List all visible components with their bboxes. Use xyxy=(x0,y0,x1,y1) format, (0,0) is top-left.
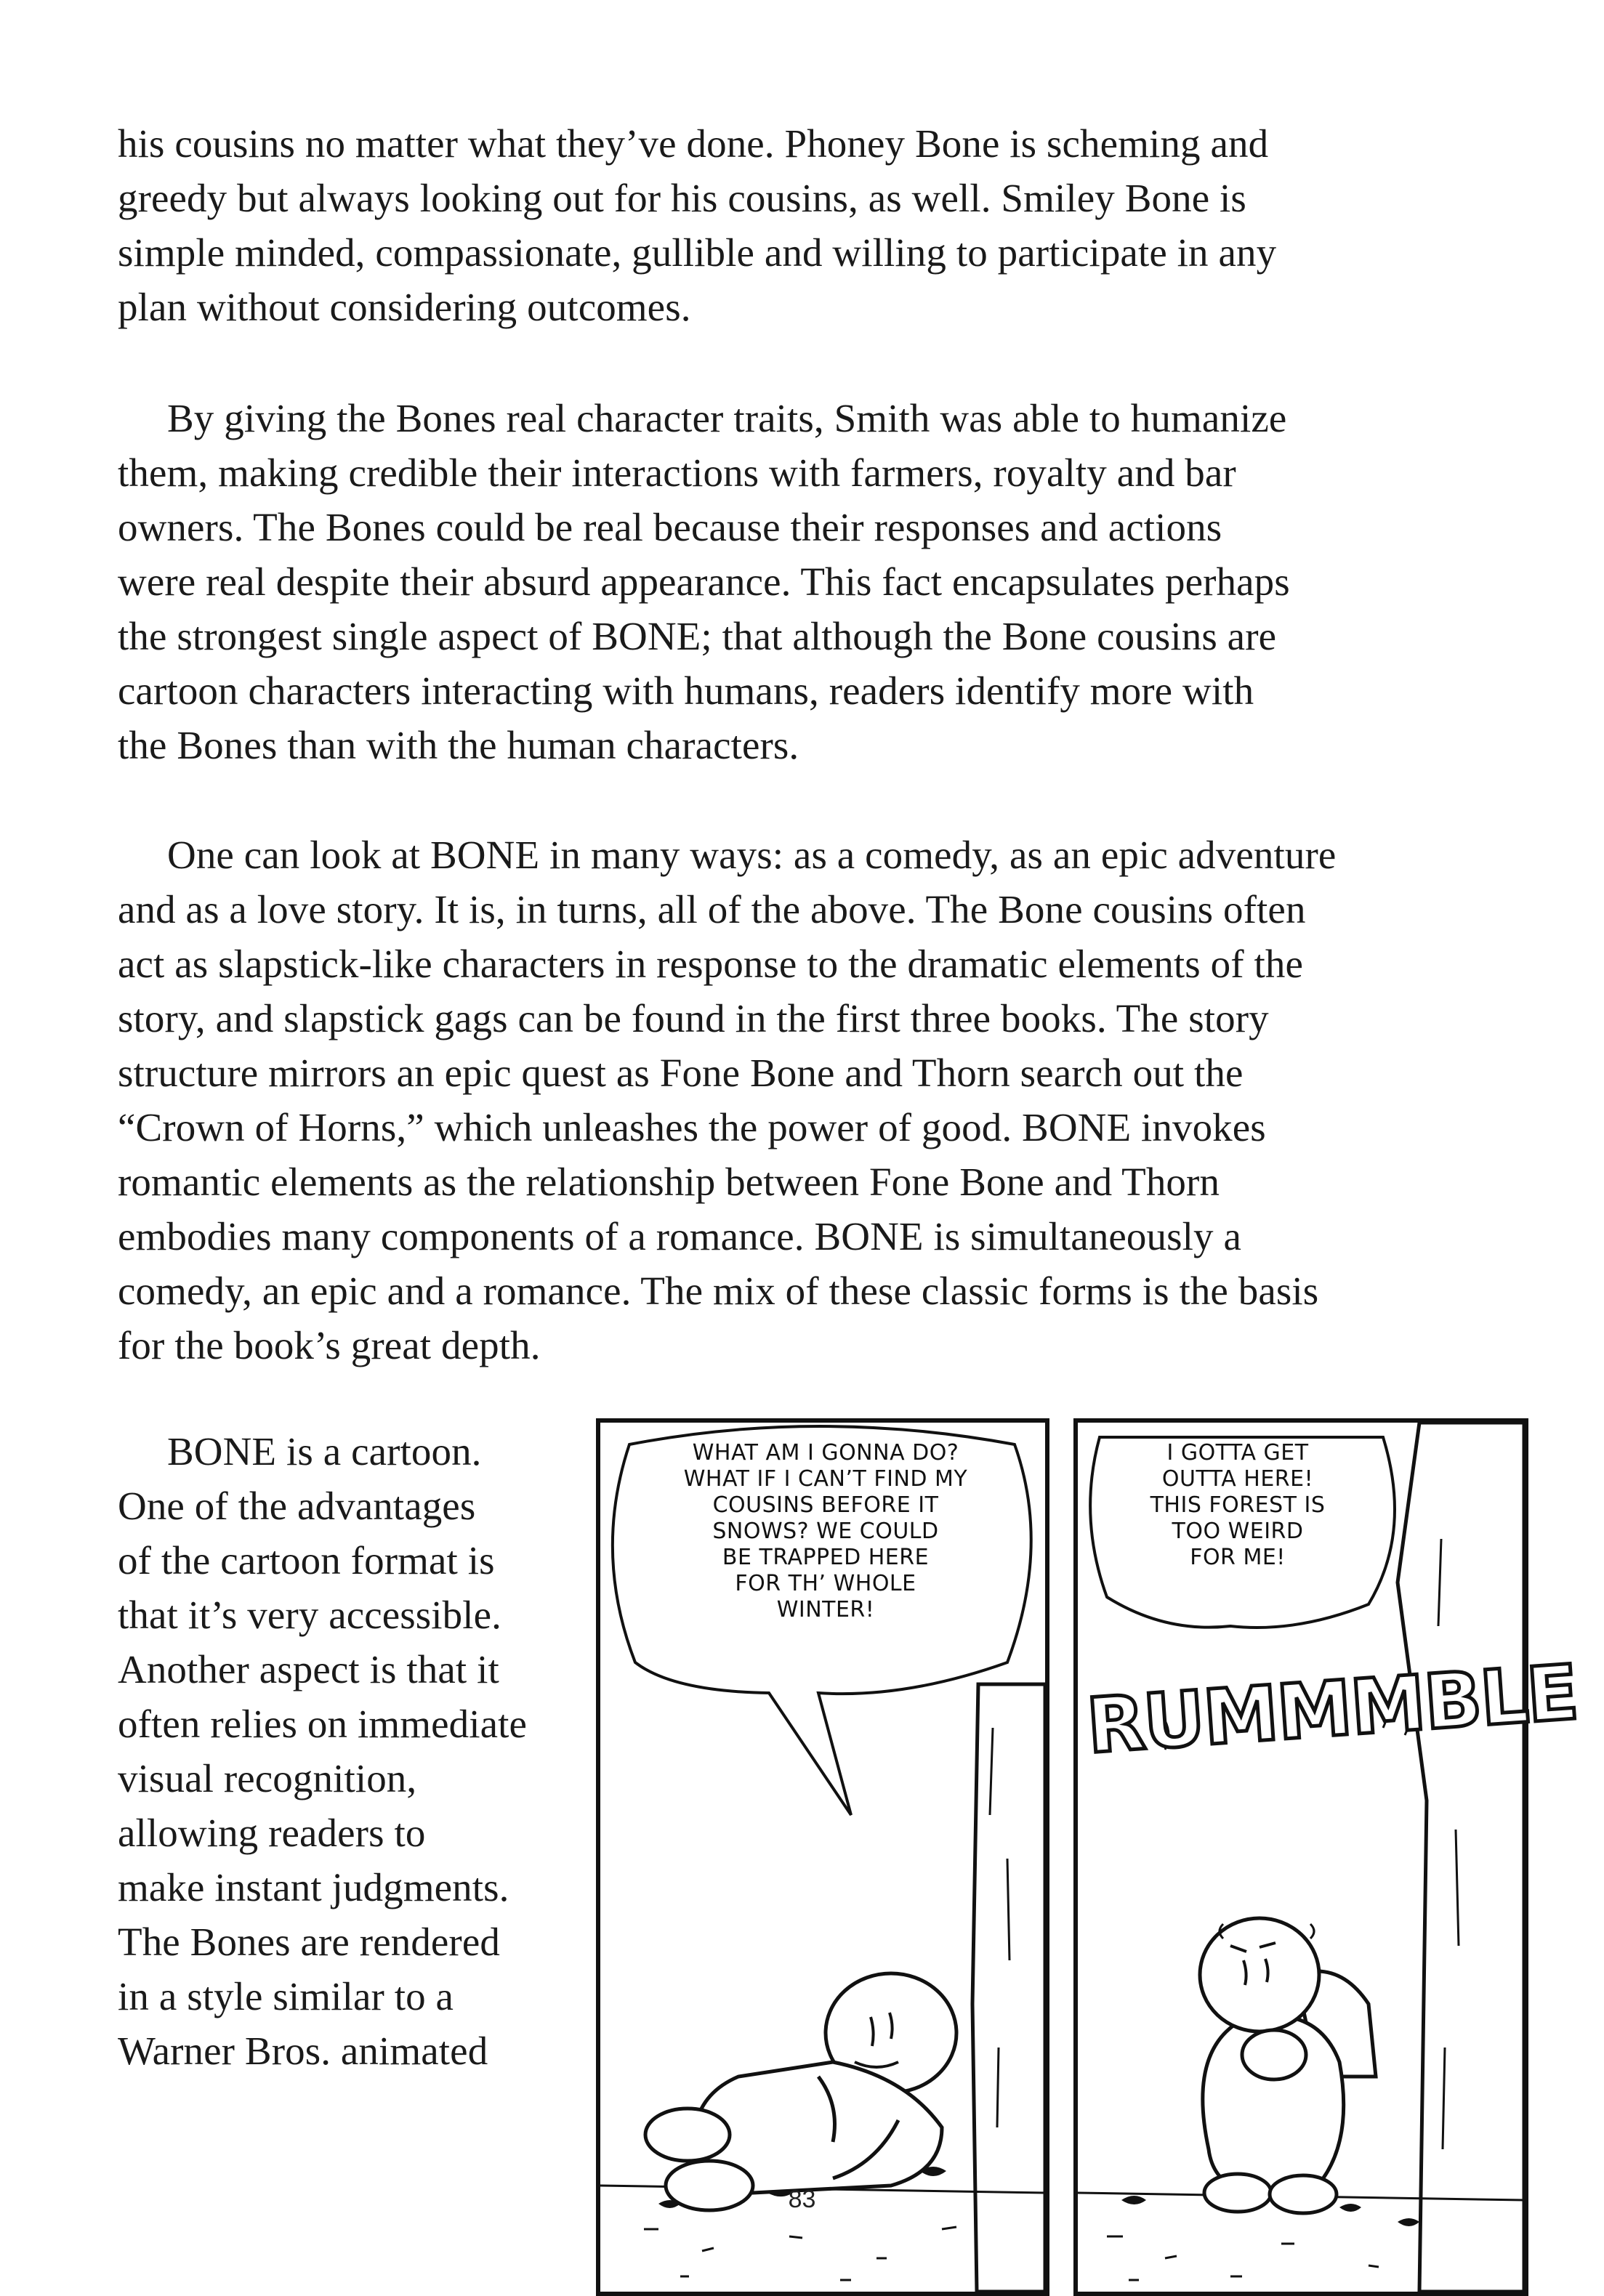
text-line: romantic elements as the relationship between Fone Bone and Thorn xyxy=(118,1160,1220,1204)
balloon-line: SNOWS? WE COULD xyxy=(712,1519,939,1544)
balloon-line: I GOTTA GET xyxy=(1166,1440,1309,1466)
paragraph-4 xyxy=(118,1424,597,2078)
text-line: act as slapstick-like characters in response to the dramatic elements of the xyxy=(118,942,1303,986)
text-line: and as a love story. It is, in turns, all of the above. The Bone cousins often xyxy=(118,887,1306,931)
text-line: for the book’s great depth. xyxy=(118,1323,541,1367)
fone-bone-figure xyxy=(645,1973,956,2210)
text-line: of the cartoon format is xyxy=(118,1538,495,1582)
text-line: were real despite their absurd appearance. This fact encapsulates perhaps xyxy=(118,559,1290,604)
balloon-line: COUSINS BEFORE IT xyxy=(712,1492,939,1518)
text-line: Warner Bros. animated xyxy=(118,2029,488,2073)
sound-effect: RUMMMBLE xyxy=(1084,1647,1580,1771)
fone-bone-figure xyxy=(1200,1918,1376,2213)
text-line: cartoon characters interacting with humans, readers identify more with xyxy=(118,668,1254,713)
balloon-line: WHAT AM I GONNA DO? xyxy=(692,1440,959,1466)
text-line: his cousins no matter what they’ve done. Phoney Bone is scheming and xyxy=(118,121,1269,166)
speech-balloon-text-right xyxy=(1107,1440,1369,1571)
text-line: By giving the Bones real character traits, Smith was able to humanize xyxy=(167,396,1287,440)
text-line: plan without considering outcomes. xyxy=(118,285,691,329)
balloon-line: WINTER! xyxy=(776,1597,875,1622)
balloon-line: OUTTA HERE! xyxy=(1161,1466,1314,1492)
text-line: visual recognition, xyxy=(118,1756,417,1800)
text-line: make instant judgments. xyxy=(118,1865,509,1909)
text-line: the Bones than with the human characters. xyxy=(118,723,799,767)
speech-balloon-text-left xyxy=(608,1440,1044,1623)
paragraph-3 xyxy=(118,828,1484,1373)
balloon-line: WHAT IF I CAN’T FIND MY xyxy=(683,1466,968,1492)
paragraph-1 xyxy=(118,116,1484,334)
text-line: greedy but always looking out for his cousins, as well. Smiley Bone is xyxy=(118,176,1246,220)
text-line: story, and slapstick gags can be found in the first three books. The story xyxy=(118,996,1269,1040)
text-line: often relies on immediate xyxy=(118,1702,528,1746)
balloon-line: FOR TH’ WHOLE xyxy=(735,1571,916,1596)
text-line: “Crown of Horns,” which unleashes the power of good. BONE invokes xyxy=(118,1105,1266,1149)
text-line: the strongest single aspect of BONE; that although the Bone cousins are xyxy=(118,614,1277,658)
balloon-line: THIS FOREST IS xyxy=(1150,1492,1326,1518)
text-line: comedy, an epic and a romance. The mix of these classic forms is the basis xyxy=(118,1269,1319,1313)
comic-panel-right xyxy=(1073,1418,1580,2296)
paragraph-2 xyxy=(118,391,1484,772)
text-line: structure mirrors an epic quest as Fone Bone and Thorn search out the xyxy=(118,1051,1244,1095)
page-number: 83 xyxy=(788,2186,816,2213)
balloon-line: FOR ME! xyxy=(1190,1545,1286,1570)
text-line: The Bones are rendered xyxy=(118,1920,500,1964)
text-line: them, making credible their interactions with farmers, royalty and bar xyxy=(118,450,1236,495)
text-line: owners. The Bones could be real because their responses and actions xyxy=(118,505,1222,549)
text-line: in a style similar to a xyxy=(118,1974,454,2018)
text-line: Another aspect is that it xyxy=(118,1647,499,1691)
text-line: One can look at BONE in many ways: as a comedy, as an epic adventure xyxy=(167,833,1337,877)
text-line: that it’s very accessible. xyxy=(118,1593,501,1637)
balloon-line: TOO WEIRD xyxy=(1172,1519,1304,1544)
text-line: One of the advantages xyxy=(118,1484,476,1528)
text-line: simple minded, compassionate, gullible and willing to participate in any xyxy=(118,230,1277,275)
tree-trunk xyxy=(1398,1423,1524,2292)
balloon-line: BE TRAPPED HERE xyxy=(722,1545,930,1570)
text-line: BONE is a cartoon. xyxy=(167,1429,482,1474)
comic-panel-left xyxy=(596,1418,1049,2296)
text-line: embodies many components of a romance. BONE is simultaneously a xyxy=(118,1214,1241,1258)
text-line: allowing readers to xyxy=(118,1811,426,1855)
